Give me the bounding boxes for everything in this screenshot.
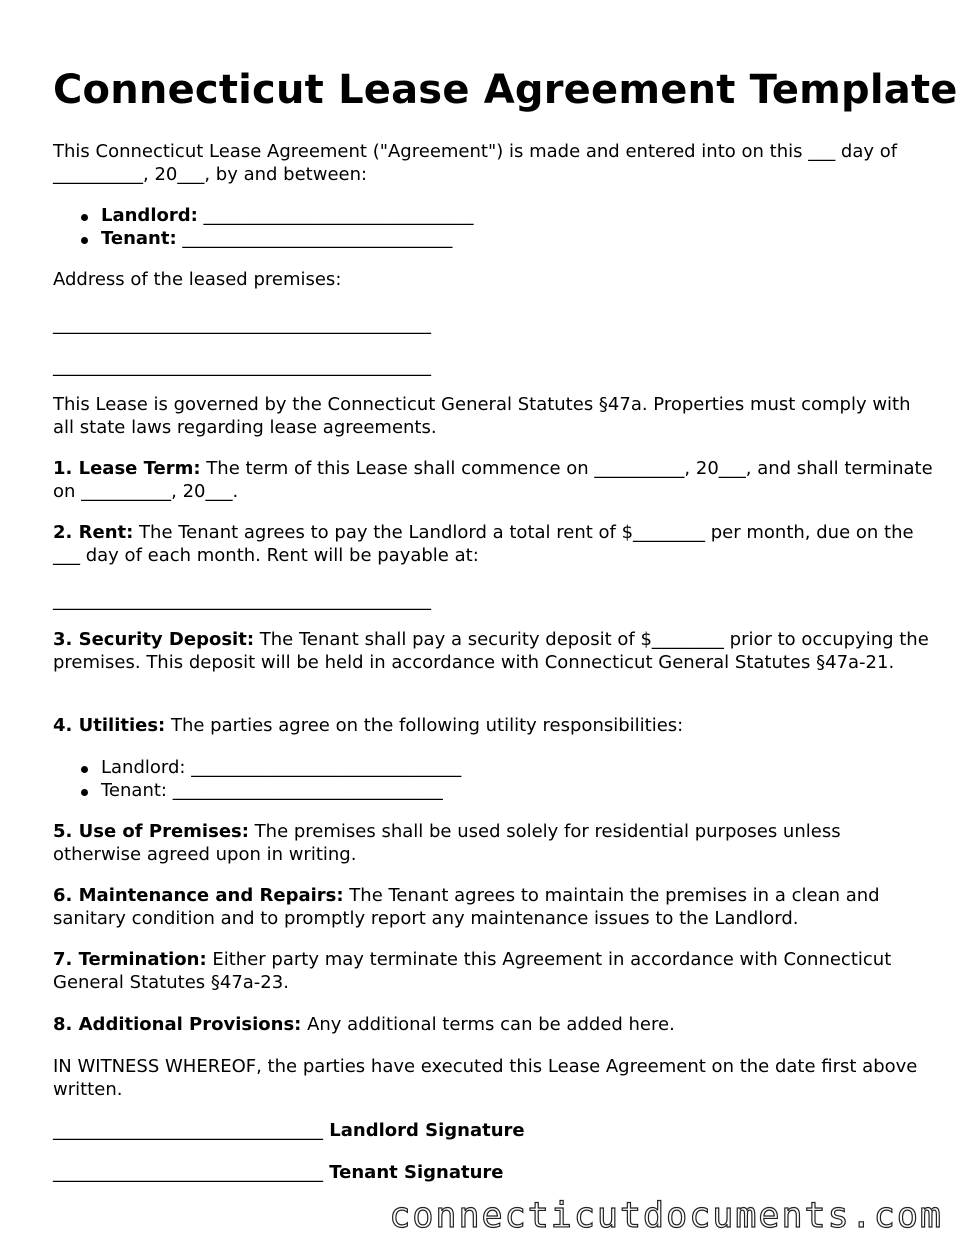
section-lease-term <box>53 458 933 503</box>
bullet-icon <box>81 766 88 773</box>
section-text: The parties agree on the following utility responsibilities: <box>165 715 684 736</box>
party-label: Landlord: <box>101 205 198 226</box>
bullet-icon <box>81 214 88 221</box>
signature-line: ______________________________ <box>53 1162 323 1183</box>
section-security-deposit <box>53 629 933 674</box>
section-text: The term of this Lease shall commence on __________, 20___, and shall terminate on __________, 20___. <box>53 458 933 502</box>
section-text: The Tenant agrees to maintain the premises in a clean and sanitary condition and to promptly report any maintenance issues to the Landlord. <box>53 885 880 929</box>
signature-tenant <box>53 1162 933 1185</box>
section-text: The Tenant shall pay a security deposit of $________ prior to occupying the premises. This deposit will be held in accordance with Connecticut General Statutes §47a-21. <box>53 629 929 673</box>
section-text: The premises shall be used solely for residential purposes unless otherwise agreed upon in writing. <box>53 821 841 865</box>
bullet-icon <box>81 237 88 244</box>
section-use-of-premises <box>53 821 933 866</box>
section-heading: 3. Security Deposit: <box>53 629 255 650</box>
party-label: Tenant: <box>101 228 177 249</box>
governing-paragraph: This Lease is governed by the Connecticut General Statutes §47a. Properties must comply with all state laws regarding lease agreements. <box>53 394 911 438</box>
party-blank: ______________________________ <box>182 228 453 249</box>
signature-label: Landlord Signature <box>323 1120 525 1141</box>
document-title: Connecticut Lease Agreement Template <box>53 67 958 113</box>
section-text: Either party may terminate this Agreement in accordance with Connecticut General Statutes §47a-23. <box>53 949 892 993</box>
section-heading: 7. Termination: <box>53 949 207 970</box>
rent-address-line: __________________________________________ <box>53 590 431 611</box>
section-additional-provisions <box>53 1014 933 1037</box>
watermark: connecticutdocuments.com <box>389 1196 943 1236</box>
section-heading: 8. Additional Provisions: <box>53 1014 302 1035</box>
section-rent <box>53 522 933 567</box>
address-label: Address of the leased premises: <box>53 269 342 290</box>
section-heading: 4. Utilities: <box>53 715 166 736</box>
witness-paragraph: IN WITNESS WHEREOF, the parties have executed this Lease Agreement on the date first above written. <box>53 1056 918 1100</box>
bullet-icon <box>81 789 88 796</box>
section-text: Any additional terms can be added here. <box>301 1014 675 1035</box>
section-utilities <box>53 715 933 738</box>
address-line-1: __________________________________________ <box>53 314 431 335</box>
section-text: The Tenant agrees to pay the Landlord a total rent of $________ per month, due on the ___ day of each month. Rent will be payable at: <box>53 522 914 566</box>
section-heading: 2. Rent: <box>53 522 134 543</box>
intro-paragraph: This Connecticut Lease Agreement ("Agreement") is made and entered into on this ___ day of __________, 20___, by and between: <box>53 141 898 185</box>
signature-line: ______________________________ <box>53 1120 323 1141</box>
section-heading: 6. Maintenance and Repairs: <box>53 885 344 906</box>
signature-label: Tenant Signature <box>323 1162 504 1183</box>
section-maintenance <box>53 885 933 930</box>
section-heading: 1. Lease Term: <box>53 458 201 479</box>
party-blank: ______________________________ <box>203 205 474 226</box>
section-heading: 5. Use of Premises: <box>53 821 249 842</box>
section-termination <box>53 949 933 994</box>
address-line-2: __________________________________________ <box>53 356 431 377</box>
signature-landlord <box>53 1120 933 1143</box>
